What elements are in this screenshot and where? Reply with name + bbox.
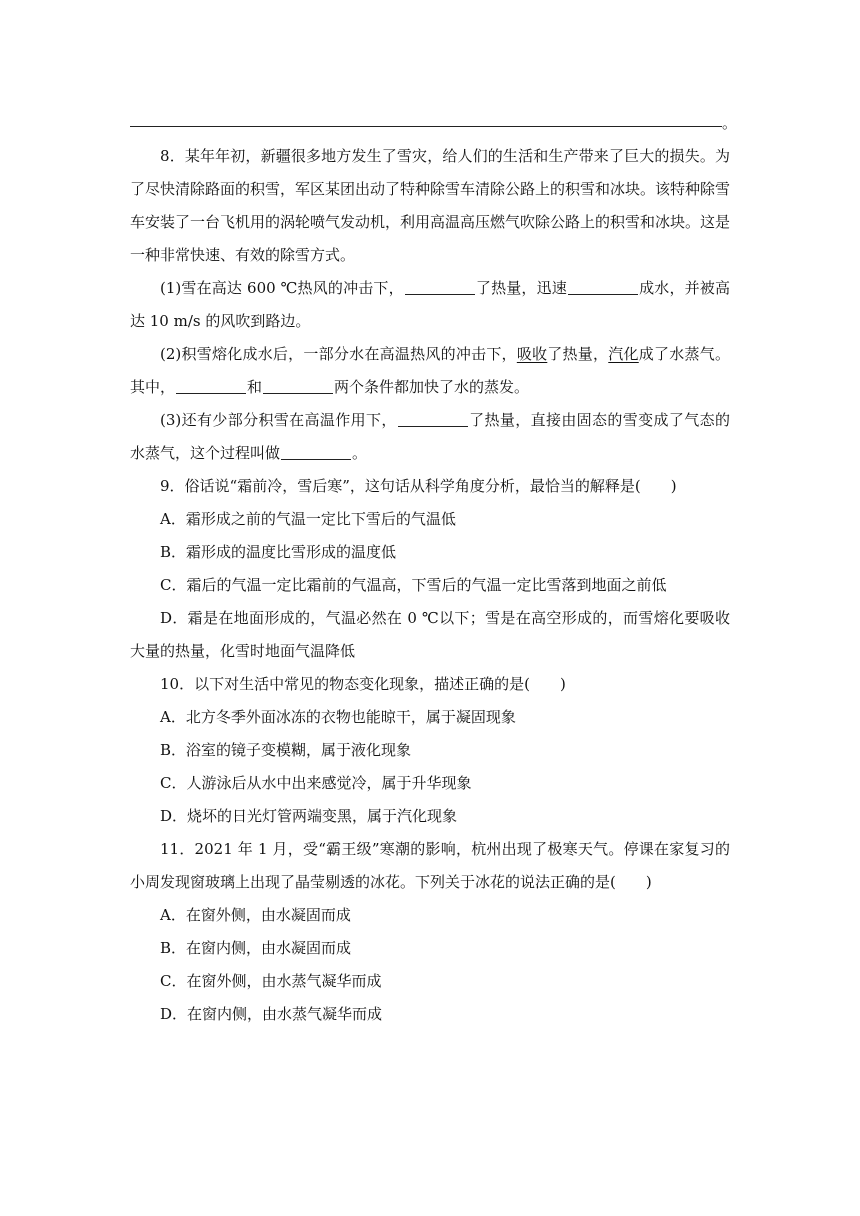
q8-part2-underline-vaporize: 汽化 <box>608 345 639 363</box>
q10-option-a[interactable]: A．北方冬季外面冰冻的衣物也能晾干，属于凝固现象 <box>160 708 516 726</box>
q10-option-c[interactable]: C．人游泳后从水中出来感觉冷，属于升华现象 <box>160 774 472 792</box>
question-content <box>130 140 730 1031</box>
q11-option-d[interactable]: D．在窗内侧，由水蒸气凝华而成 <box>160 1005 383 1023</box>
q8-part3-blank-1[interactable] <box>398 411 468 427</box>
q8-part1-text-c: 成水，并被高达 10 m/s 的风吹到路边。 <box>130 279 730 330</box>
q8-part2 <box>130 338 730 404</box>
q9-option-d[interactable]: D．霜是在地面形成的，气温必然在 0 ℃以下；雪是在高空形成的，而雪熔化要吸收大量的热量，化雪时地面气温降低 <box>130 609 730 660</box>
q8-part2-underline-absorb: 吸收 <box>516 345 548 363</box>
q9-option-c[interactable]: C．霜后的气温一定比霜前的气温高，下雪后的气温一定比雪落到地面之前低 <box>160 576 667 594</box>
q8-part1-blank-1[interactable] <box>405 279 475 295</box>
q8-part1-text-b: 了热量，迅速 <box>475 279 567 297</box>
q10-option-b[interactable]: B．浴室的镜子变模糊，属于液化现象 <box>160 741 412 759</box>
q8-part2-text-d: 和 <box>247 378 263 396</box>
q9-option-b[interactable]: B．霜形成的温度比雪形成的温度低 <box>160 543 397 561</box>
q8-part2-text-c: 成了水蒸气。其中， <box>130 345 730 396</box>
q11-stem: 11．2021 年 1 月，受“霸王级”寒潮的影响，杭州出现了极寒天气。停课在家复习的小周发现窗玻璃上出现了晶莹剔透的冰花。下列关于冰花的说法正确的是( ) <box>130 840 730 891</box>
q11-option-a[interactable]: A．在窗外侧，由水凝固而成 <box>160 906 351 924</box>
q11-option-b[interactable]: B．在窗内侧，由水凝固而成 <box>160 939 352 957</box>
q10-stem: 10．以下对生活中常见的物态变化现象，描述正确的是( ) <box>160 675 566 693</box>
q8-part1-text-a: (1)雪在高达 600 ℃热风的冲击下， <box>160 279 404 297</box>
q10-option-d[interactable]: D．烧坏的日光灯管两端变黑，属于汽化现象 <box>160 807 458 825</box>
q8-part3 <box>130 404 730 470</box>
q8-part2-blank-1[interactable] <box>176 378 246 394</box>
q11-option-c[interactable]: C．在窗外侧，由水蒸气凝华而成 <box>160 972 382 990</box>
answer-blank-line <box>130 126 722 127</box>
q8-part1-blank-2[interactable] <box>568 279 638 295</box>
answer-end-mark: 。 <box>722 114 738 132</box>
q9-option-a[interactable]: A．霜形成之前的气温一定比下雪后的气温低 <box>160 510 456 528</box>
q8-stem: 8．某年年初，新疆很多地方发生了雪灾，给人们的生活和生产带来了巨大的损失。为了尽快清除路面的积雪，军区某团出动了特种除雪车清除公路上的积雪和冰块。该特种除雪车安装了一台飞机用的涡轮喷气发动机，利用高温高压燃气吹除公路上的积雪和冰块。这是一种非常快速、有效的除雪方式。 <box>130 147 731 264</box>
q8-part1 <box>130 272 730 338</box>
q8-part3-blank-2[interactable] <box>281 444 351 460</box>
q8-part3-text-b: 了热量，直接由固态的雪变成了气态的水蒸气，这个过程叫做 <box>130 411 730 462</box>
q8-part3-text-c: 。 <box>352 444 368 462</box>
q8-part3-text-a: (3)还有少部分积雪在高温作用下， <box>160 411 397 429</box>
q8-part2-text-b: 了热量， <box>547 345 609 363</box>
q8-part2-blank-2[interactable] <box>263 378 333 394</box>
q9-stem: 9．俗话说“霜前冷，雪后寒”，这句话从科学角度分析，最恰当的解释是( ) <box>160 477 677 495</box>
q8-part2-text-a: (2)积雪熔化成水后，一部分水在高温热风的冲击下， <box>160 345 517 363</box>
q8-part2-text-e: 两个条件都加快了水的蒸发。 <box>334 378 530 396</box>
